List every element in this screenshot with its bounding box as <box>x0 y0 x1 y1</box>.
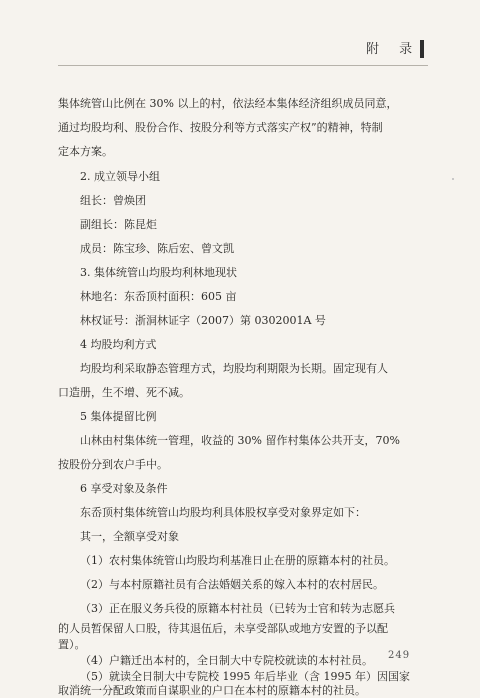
text-line: 按股份分到农户手中。 <box>58 458 168 471</box>
text-line: 其一，全额享受对象 <box>80 530 179 543</box>
paper-speck <box>452 178 454 180</box>
text-line: 东岙顶村集体统管山均股均利具体股权享受对象界定如下： <box>80 506 366 519</box>
list-item: （4）户籍迁出本村的，全日制大中专院校就读的本村社员。 <box>80 654 373 667</box>
text-line: 集体统管山比例在 30% 以上的村，依法经本集体经济组织成员同意， <box>58 97 398 110</box>
text-line: 组长：曾焕团 <box>80 194 146 207</box>
text-line: 山林由村集体统一管理，收益的 30% 留作村集体公共开支，70% <box>80 434 400 447</box>
text-line: 置）。 <box>58 638 86 651</box>
section-heading: 2. 成立领导小组 <box>80 170 160 183</box>
text-line: 均股均利采取静态管理方式，均股均利期限为长期。固定现有人 <box>80 362 388 375</box>
list-item: （3）正在服义务兵役的原籍本村社员（已转为士官和转为志愿兵 <box>80 602 395 615</box>
text-line: 林地名：东岙顶村面积：605 亩 <box>80 290 237 303</box>
text-line: 取消统一分配政策而自谋职业的户口在本村的原籍本村的社员。 <box>58 684 366 697</box>
section-heading: 4 均股均利方式 <box>80 338 157 351</box>
text-line: 口造册，生不增、死不减。 <box>58 386 190 399</box>
list-item: （1）农村集体统管山均股均利基准日止在册的原籍本村的社员。 <box>80 554 395 567</box>
list-item: （2）与本村原籍社员有合法婚姻关系的嫁入本村的农村居民。 <box>80 578 384 591</box>
section-heading: 5 集体提留比例 <box>80 410 157 423</box>
section-heading: 6 享受对象及条件 <box>80 482 168 495</box>
text-line: 林权证号：浙洞林证字（2007）第 0302001A 号 <box>80 314 326 327</box>
running-header: 附 录 <box>366 42 421 57</box>
section-heading: 3. 集体统管山均股均利林地现状 <box>80 266 237 279</box>
text-line: 的人员暂保留人口股，待其退伍后，未享受部队或地方安置的予以配 <box>58 622 388 635</box>
page-number: 249 <box>388 650 411 661</box>
text-line: 通过均股均利、股份合作、按股分利等方式落实产权”的精神，特制 <box>58 121 383 134</box>
header-rule <box>58 65 428 66</box>
list-item: （5）就读全日制大中专院校 1995 年后毕业（含 1995 年）因国家 <box>80 670 410 683</box>
header-bar <box>420 40 424 58</box>
text-line: 副组长：陈昆炬 <box>80 218 157 231</box>
text-line: 定本方案。 <box>58 145 113 158</box>
text-line: 成员：陈宝珍、陈后宏、曾文凯 <box>80 242 234 255</box>
